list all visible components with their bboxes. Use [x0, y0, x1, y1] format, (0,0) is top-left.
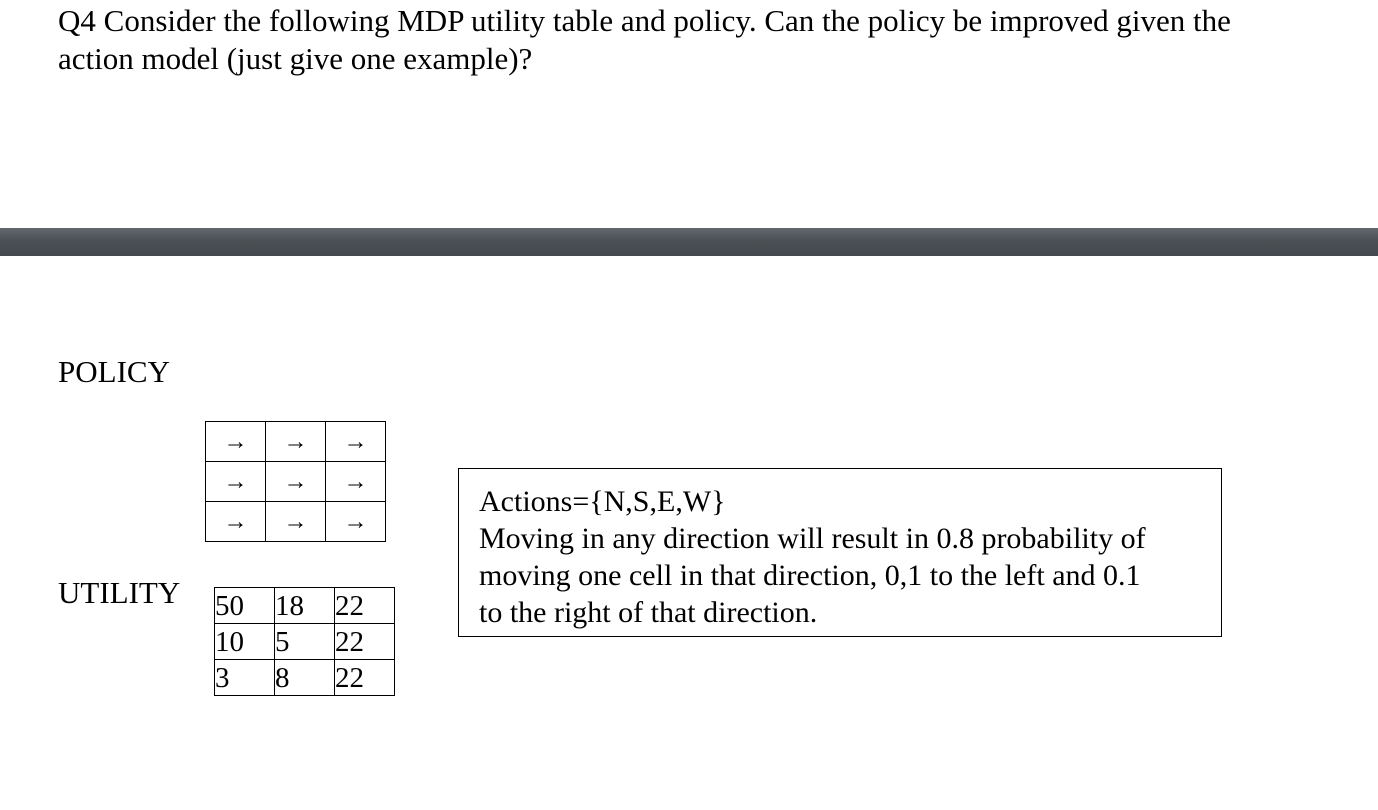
- utility-row: [215, 660, 395, 696]
- policy-row: [206, 462, 386, 502]
- section-divider-bar: [0, 228, 1378, 256]
- question-text: [58, 2, 1348, 78]
- policy-cell-east-arrow-icon: →: [326, 462, 386, 502]
- policy-label: POLICY: [58, 354, 170, 389]
- utility-row: [215, 624, 395, 660]
- policy-cell-east-arrow-icon: →: [206, 422, 266, 462]
- utility-row: [215, 588, 395, 624]
- utility-label: UTILITY: [58, 575, 181, 610]
- utility-cell: 22: [335, 588, 395, 624]
- utility-grid: [214, 587, 395, 696]
- utility-cell: 5: [275, 624, 335, 660]
- policy-cell-east-arrow-icon: →: [266, 502, 326, 542]
- policy-row: [206, 502, 386, 542]
- utility-cell: 18: [275, 588, 335, 624]
- policy-cell-east-arrow-icon: →: [326, 502, 386, 542]
- utility-cell: 22: [335, 624, 395, 660]
- utility-cell: 8: [275, 660, 335, 696]
- policy-cell-east-arrow-icon: →: [266, 462, 326, 502]
- question-line-2: action model (just give one example)?: [58, 41, 533, 76]
- action-model-line: to the right of that direction.: [479, 596, 818, 629]
- policy-row: [206, 422, 386, 462]
- policy-grid: [205, 421, 386, 542]
- utility-cell: 50: [215, 588, 275, 624]
- action-model-line: moving one cell in that direction, 0,1 to the left and 0.1: [479, 559, 1141, 592]
- actions-set-line: Actions={N,S,E,W}: [479, 485, 726, 518]
- utility-cell: 10: [215, 624, 275, 660]
- action-model-line: Moving in any direction will result in 0.8 probability of: [479, 522, 1146, 555]
- policy-cell-east-arrow-icon: →: [266, 422, 326, 462]
- policy-cell-east-arrow-icon: →: [206, 462, 266, 502]
- action-model-box: [458, 468, 1222, 637]
- question-line-1: Q4 Consider the following MDP utility table and policy. Can the policy be improved given the: [58, 3, 1231, 38]
- utility-cell: 22: [335, 660, 395, 696]
- policy-cell-east-arrow-icon: →: [326, 422, 386, 462]
- utility-cell: 3: [215, 660, 275, 696]
- policy-cell-east-arrow-icon: →: [206, 502, 266, 542]
